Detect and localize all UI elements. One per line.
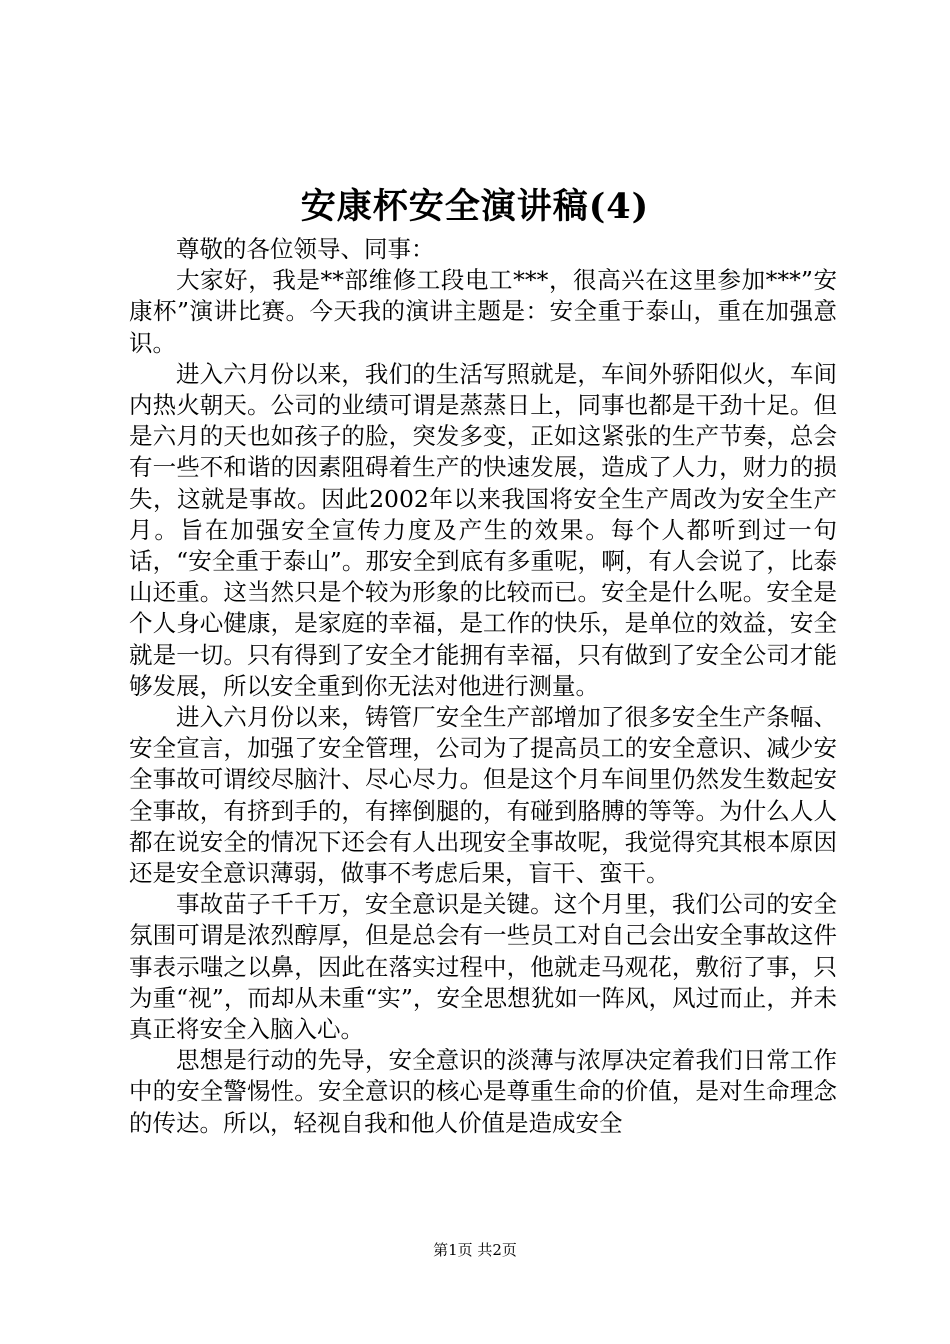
paragraph-factory-measures: 进入六月份以来，铸管厂安全生产部增加了很多安全生产条幅、安全宣言，加强了安全管理，公司为了提高员工的安全意识、减少安全事故可谓绞尽脑汁、尽心尽力。但是这个月车间里仍然发生数起安全事故，有挤到手的，有摔倒腿的，有碰到胳膊的等等。为什么人人都在说安全的情况下还会有人出现安全事故呢，我觉得究其根本原因还是安全意识薄弱，做事不考虑后果，盲干、蛮干。 [129,703,837,888]
document-body [129,234,837,1139]
paragraph-thought-guide: 思想是行动的先导，安全意识的淡薄与浓厚决定着我们日常工作中的安全警惕性。安全意识的核心是尊重生命的价值，是对生命理念的传达。所以，轻视自我和他人价值是造成安全 [129,1046,837,1137]
document-title: 安康杯安全演讲稿(4) [300,186,650,227]
paragraph-june-safety: 进入六月份以来，我们的生活写照就是，车间外骄阳似火，车间内热火朝天。公司的业绩可谓是蒸蒸日上，同事也都是干劲十足。但是六月的天也如孩子的脸，突发多变，正如这紧张的生产节奏，总会有一些不和谐的因素阻碍着生产的快速发展，造成了人力，财力的损失，这就是事故。因此2002年以来我国将安全生产周改为安全生产月。旨在加强安全宣传力度及产生的效果。每个人都听到过一句话，“安全重于泰山”。那安全到底有多重呢，啊，有人会说了，比泰山还重。这当然只是个较为形象的比较而已。安全是什么呢。安全是个人身心健康，是家庭的幸福，是工作的快乐，是单位的效益，安全就是一切。只有得到了安全才能拥有幸福，只有做到了安全公司才能够发展，所以安全重到你无法对他进行测量。 [129,359,837,700]
paragraph-accident-awareness: 事故苗子千千万，安全意识是关键。这个月里，我们公司的安全氛围可谓是浓烈醇厚，但是总会有一些员工对自己会出安全事故这件事表示嗤之以鼻，因此在落实过程中，他就走马观花，敷衍了事，只为重“视”，而却从未重“实”，安全思想犹如一阵风，风过而止，并未真正将安全入脑入心。 [129,890,837,1044]
page-footer: 第1页 共2页 [433,1241,517,1259]
paragraph-salutation: 尊敬的各位领导、同事： [176,235,435,263]
paragraph-intro: 大家好，我是**部维修工段电工***，很高兴在这里参加***”安康杯”演讲比赛。今天我的演讲主题是：安全重于泰山，重在加强意识。 [129,266,837,357]
